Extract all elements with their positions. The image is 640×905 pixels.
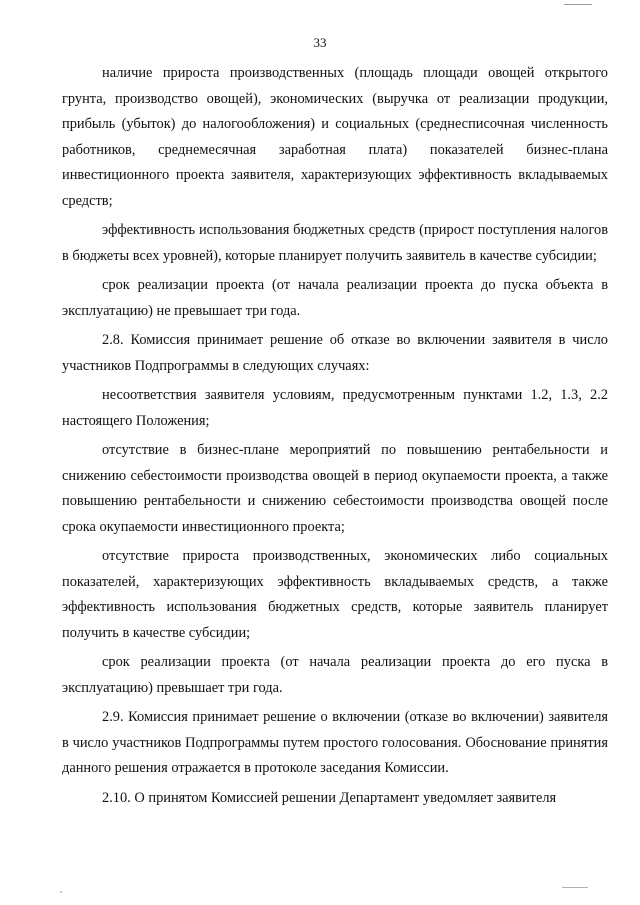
paragraph-project-term: срок реализации проекта (от начала реализации проекта до пуска объекта в эксплуатацию) не превышает три года. [62,277,608,319]
page-number: 33 [313,35,327,50]
paragraph-section-2-10: 2.10. О принятом Комиссией решении Департамент уведомляет заявителя [102,789,557,806]
paragraph-missing-measures: отсутствие в бизнес-плане мероприятий по повышению рентабельности и снижению себестоимости производства овощей в период окупаемости проекта, а также повышению рентабельности и снижению себестоимости производства овощей после срока окупаемости инвестиционного проекта; [62,442,608,535]
paragraph-missing-growth: отсутствие прироста производственных, экономических либо социальных показателей, характеризующих эффективность вкладываемых средств, а также эффективность использования бюджетных средств, которые заявитель планирует получить в качестве субсидии; [62,548,608,641]
scan-mark-bottom [562,887,588,891]
scan-mark-top [564,0,592,5]
document-body [62,61,608,815]
paragraph-section-2-9: 2.9. Комиссия принимает решение о включении (отказе во включении) заявителя в число участников Подпрограммы путем простого голосования. Обоснование принятия данного решения отражается в протоколе заседания Комиссии. [62,709,608,776]
paragraph-term-exceeded: срок реализации проекта (от начала реализации проекта до его пуска в эксплуатацию) превышает три года. [62,654,608,696]
paragraph-budget-efficiency: эффективность использования бюджетных средств (прирост поступления налогов в бюджеты всех уровней), которые планирует получить заявитель в качестве субсидии; [62,222,608,264]
paragraph-nonconformity: несоответствия заявителя условиям, предусмотренным пунктами 1.2, 1.3, 2.2 настоящего Положения; [62,387,608,429]
scan-dot [60,891,62,893]
paragraph-growth-indicators: наличие прироста производственных (площадь площади овощей открытого грунта, производство овощей), экономических (выручка от реализации продукции, прибыль (убыток) до налогообложения) и социальных (среднесписочная численность работников, среднемесячная заработная плата) показателей бизнес-плана инвестиционного проекта заявителя, характеризующих эффективность вкладываемых средств; [62,65,608,209]
paragraph-section-2-8: 2.8. Комиссия принимает решение об отказе во включении заявителя в число участников Подпрограммы в следующих случаях: [62,332,608,374]
